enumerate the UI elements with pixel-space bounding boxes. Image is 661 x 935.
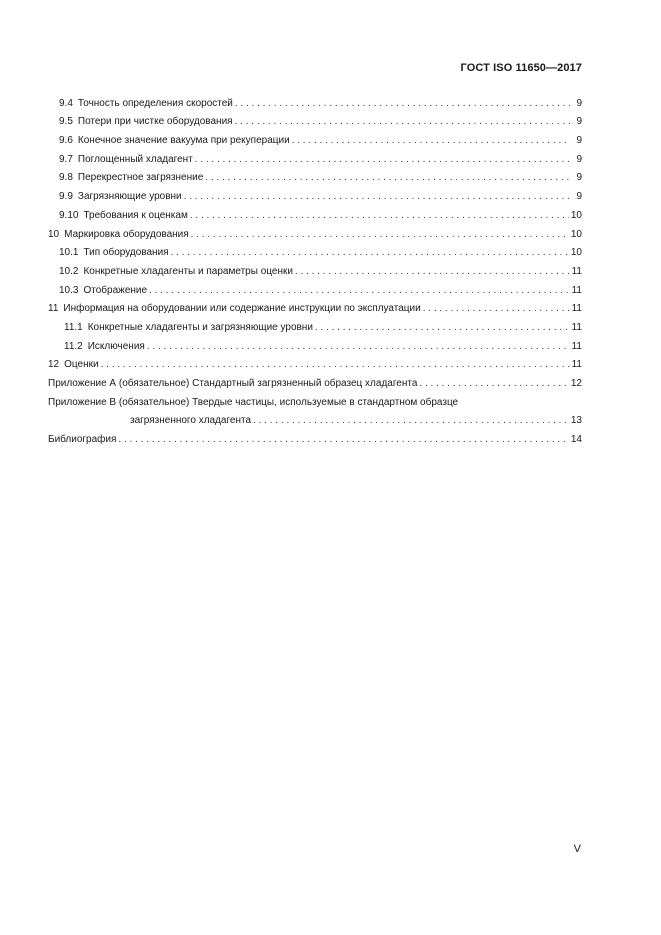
- toc-entry[interactable]: [48, 241, 582, 260]
- toc-entry-number: 10.3: [59, 284, 79, 296]
- toc-entry[interactable]: [48, 278, 582, 297]
- toc-entry-number: 9.6: [59, 135, 73, 147]
- dot-leader: [118, 434, 568, 446]
- dot-leader: [423, 303, 570, 315]
- toc-entry-number: 9.8: [59, 172, 73, 184]
- toc-entry-page: 10: [570, 209, 582, 221]
- toc-entry-title: Отображение: [83, 284, 148, 296]
- toc-entry-title: Требования к оценкам: [83, 209, 188, 221]
- dot-leader: [235, 116, 570, 128]
- toc-entry-page: 14: [570, 434, 582, 446]
- toc-entry-number: 9.5: [59, 116, 73, 128]
- toc-entry-number: 11.1: [64, 321, 83, 333]
- dot-leader: [253, 415, 569, 427]
- toc-entry-title: Конечное значение вакуума при рекуперации: [77, 135, 290, 147]
- toc-entry[interactable]: [48, 166, 582, 185]
- toc-entry[interactable]: [48, 315, 582, 334]
- toc-entry-page: 9: [576, 97, 582, 109]
- toc-entry-page: 11: [571, 284, 582, 296]
- toc-entry-number: 11: [48, 303, 59, 315]
- toc-entry-number: 10.2: [59, 265, 79, 277]
- toc-entry-appendix-b[interactable]: [48, 390, 582, 427]
- toc-entry-title: Загрязняющие уровни: [77, 191, 182, 203]
- toc-entry[interactable]: [48, 353, 582, 372]
- toc-entry-number: 9.9: [59, 191, 73, 203]
- toc-entry[interactable]: [48, 371, 582, 390]
- toc-entry-page: 9: [576, 191, 582, 203]
- dot-leader: [235, 98, 570, 110]
- toc-entry[interactable]: [48, 222, 582, 241]
- page-number: V: [573, 843, 581, 855]
- toc-entry[interactable]: [48, 259, 582, 278]
- toc-entry-number: 12: [48, 359, 60, 371]
- toc-entry-number: 9.4: [59, 97, 73, 109]
- toc-entry-number: 10.1: [59, 247, 79, 259]
- toc-entry-title: Информация на оборудовании или содержание инструкции по эксплуатации: [63, 303, 421, 315]
- toc-entry[interactable]: [48, 334, 582, 353]
- toc-entry-number: 9.7: [59, 153, 73, 165]
- toc-entry[interactable]: [48, 110, 582, 129]
- toc-entry-title: Оценки: [64, 359, 99, 371]
- toc-entry[interactable]: [48, 147, 582, 166]
- toc-entry-page: 10: [570, 247, 582, 259]
- toc-entry-page: 11: [571, 321, 582, 333]
- dot-leader: [195, 154, 570, 166]
- table-of-contents: [48, 91, 582, 446]
- toc-entry-number: 11.2: [64, 340, 83, 352]
- toc-entry-title: Маркировка оборудования: [64, 228, 189, 240]
- toc-entry-page: 9: [576, 153, 582, 165]
- toc-entry-title: Приложение В (обязательное) Твердые частицы, используемые в стандартном образце: [48, 396, 459, 408]
- dot-leader: [149, 285, 570, 297]
- dot-leader: [295, 266, 570, 278]
- toc-entry-page: 12: [570, 378, 582, 389]
- toc-entry-page: 13: [570, 415, 582, 427]
- dot-leader: [171, 247, 569, 259]
- toc-entry-page: 9: [576, 135, 582, 147]
- toc-entry-page: 11: [571, 359, 582, 371]
- toc-entry-number: 10: [48, 228, 60, 240]
- dot-leader: [190, 210, 569, 222]
- dot-leader: [191, 229, 569, 241]
- dot-leader: [292, 135, 570, 147]
- toc-entry[interactable]: [48, 184, 582, 203]
- toc-entry-title-continuation: загрязненного хладагента: [130, 415, 252, 427]
- toc-entry-title: Приложение А (обязательное) Стандартный загрязненный образец хладагента: [48, 378, 418, 389]
- toc-entry[interactable]: [48, 128, 582, 147]
- toc-entry-title: Исключения: [87, 340, 145, 352]
- dot-leader: [315, 322, 570, 334]
- toc-entry-title: Библиография: [48, 434, 117, 446]
- toc-entry-bibliography[interactable]: [48, 427, 582, 446]
- toc-entry[interactable]: [48, 203, 582, 222]
- toc-entry-page: 9: [576, 172, 582, 184]
- document-code: ГОСТ ISO 11650—2017: [460, 62, 582, 74]
- toc-entry-title: Конкретные хладагенты и параметры оценки: [83, 265, 293, 277]
- dot-leader: [147, 341, 570, 353]
- toc-entry-page: 11: [571, 303, 582, 315]
- toc-entry-title: Тип оборудования: [83, 247, 169, 259]
- toc-entry-page: 10: [570, 228, 582, 240]
- toc-entry-title: Конкретные хладагенты и загрязняющие уровни: [87, 321, 313, 333]
- dot-leader: [101, 359, 570, 371]
- toc-entry-title: Точность определения скоростей: [77, 97, 233, 109]
- toc-entry-title: Потери при чистке оборудования: [77, 116, 233, 128]
- toc-entry-title: Поглощенный хладагент: [77, 153, 193, 165]
- toc-entry[interactable]: [48, 297, 582, 316]
- toc-entry-page: 11: [571, 265, 582, 277]
- dot-leader: [419, 378, 568, 390]
- toc-entry-number: 9.10: [59, 209, 79, 221]
- toc-entry-page: 11: [571, 340, 582, 352]
- dot-leader: [184, 191, 570, 203]
- toc-entry-page: 9: [576, 116, 582, 128]
- toc-entry[interactable]: [48, 91, 582, 110]
- dot-leader: [205, 172, 570, 184]
- toc-entry-title: Перекрестное загрязнение: [77, 172, 204, 184]
